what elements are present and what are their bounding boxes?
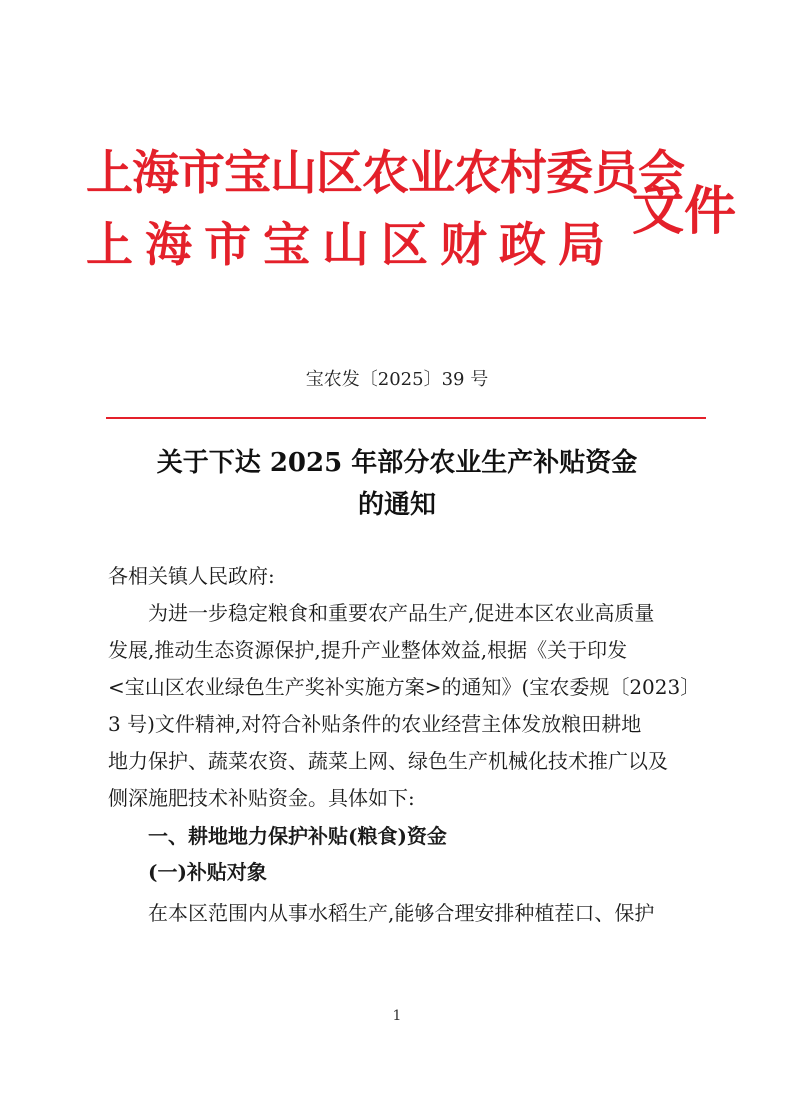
paragraph-line: 为进一步稳定粮食和重要农产品生产,促进本区农业高质量 — [148, 601, 655, 625]
document-header-suffix: 文件 — [632, 181, 737, 242]
paragraph-line: 发展,推动生态资源保护,提升产业整体效益,根据《关于印发 — [108, 638, 628, 662]
salutation: 各相关镇人民政府: — [108, 564, 275, 588]
paragraph-line: 3 号)文件精神,对符合补贴条件的农业经营主体发放粮田耕地 — [108, 712, 642, 736]
subsection-heading: (一)补贴对象 — [148, 860, 267, 884]
paragraph-line: 在本区范围内从事水稻生产,能够合理安排种植茬口、保护 — [148, 901, 655, 925]
issuing-org-line-2: 上海市宝山区财政局 — [86, 218, 617, 273]
paragraph-line: <宝山区农业绿色生产奖补实施方案>的通知》(宝农委规〔2023〕 — [108, 675, 701, 699]
document-title-line-1: 关于下达 2025 年部分农业生产补贴资金 — [156, 448, 638, 478]
page-number: 1 — [392, 1008, 402, 1024]
paragraph-line: 地力保护、蔬菜农资、蔬菜上网、绿色生产机械化技术推广以及 — [108, 749, 668, 773]
section-heading: 一、耕地地力保护补贴(粮食)资金 — [148, 824, 447, 848]
document-number: 宝农发〔2025〕39 号 — [305, 369, 489, 390]
paragraph-line: 侧深施肥技术补贴资金。具体如下: — [108, 786, 415, 810]
issuing-org-line-1: 上海市宝山区农业农村委员会 — [86, 146, 684, 201]
document-title-line-2: 的通知 — [357, 490, 436, 520]
red-divider-line — [106, 417, 706, 419]
